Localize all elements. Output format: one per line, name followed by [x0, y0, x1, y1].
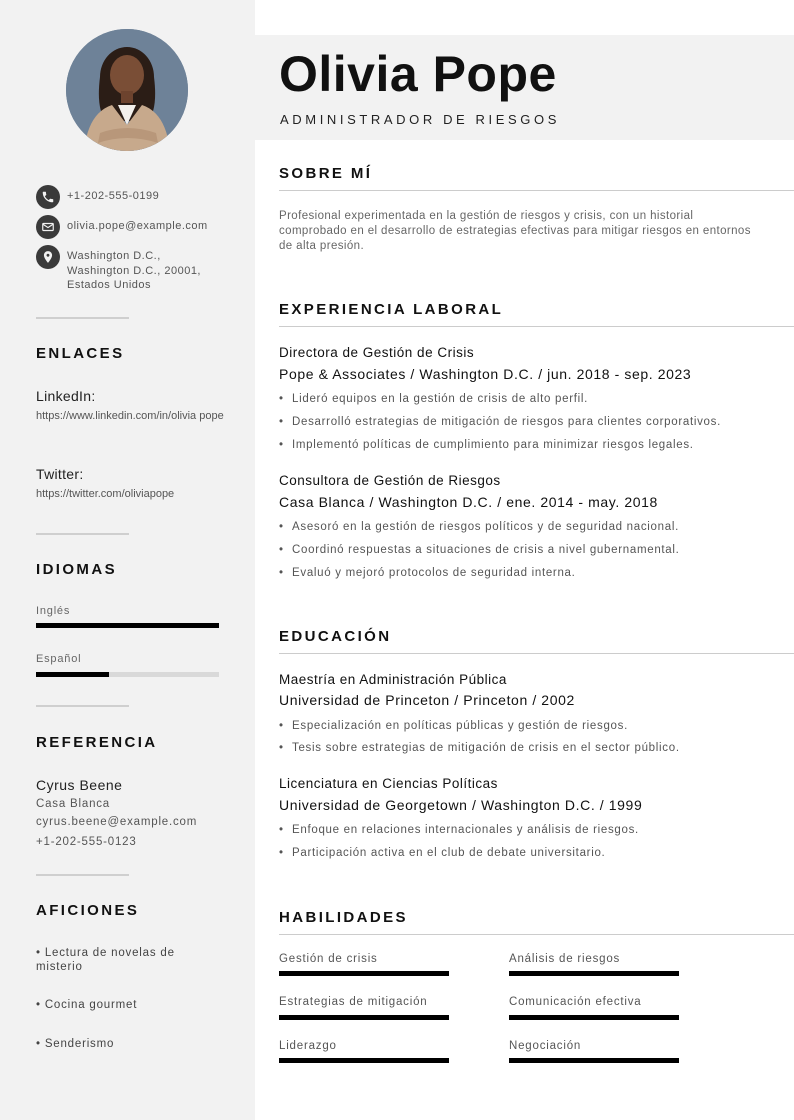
sidebar-divider	[36, 705, 129, 707]
sidebar	[0, 0, 255, 1120]
hobby-item: • Senderismo	[36, 1038, 115, 1050]
job-bullet: • Asesoró en la gestión de riesgos políticos y de seguridad nacional.	[279, 521, 679, 533]
job-bullet-text: Desarrolló estrategias de mitigación de riesgos para clientes corporativos.	[292, 416, 721, 428]
skill-level-bar	[279, 1058, 449, 1063]
job-bullet: • Lideró equipos en la gestión de crisis de alto perfil.	[279, 393, 589, 405]
section-rule	[279, 190, 794, 191]
education-bullet-text: Especialización en políticas públicas y gestión de riesgos.	[292, 720, 628, 732]
skill-name: Estrategias de mitigación	[279, 996, 428, 1008]
language-level-bar	[36, 623, 219, 628]
skill-level-bar	[509, 1058, 679, 1063]
education-title: Maestría en Administración Pública	[279, 672, 507, 687]
skill-name: Comunicación efectiva	[509, 996, 642, 1008]
about-heading: SOBRE MÍ	[279, 165, 373, 182]
contact-phone-text: +1-202-555-0199	[67, 190, 160, 202]
about-text: Profesional experimentada en la gestión de riesgos y crisis, con un historial comprobado en el desarrollo de estrategias efectivas para mitigar riesgos en entornos de alta presión.	[279, 210, 751, 252]
skill-name: Análisis de riesgos	[509, 953, 621, 965]
contact-email-text[interactable]: olivia.pope@example.com	[67, 220, 208, 232]
twitter-url[interactable]: https://twitter.com/oliviapope	[36, 488, 175, 500]
job-bullet-text: Implementó políticas de cumplimiento para minimizar riesgos legales.	[292, 439, 694, 451]
job-bullet: • Desarrolló estrategias de mitigación de riesgos para clientes corporativos.	[279, 416, 721, 428]
address-line-2: Washington D.C., 20001,	[67, 264, 201, 277]
education-bullet-text: Participación activa en el club de debate universitario.	[292, 847, 606, 859]
envelope-icon	[36, 215, 60, 239]
linkedin-url[interactable]: https://www.linkedin.com/in/olivia pope	[36, 410, 224, 422]
sidebar-divider	[36, 874, 129, 876]
job-title: Consultora de Gestión de Riesgos	[279, 473, 501, 488]
sidebar-divider	[36, 317, 129, 319]
skill-name: Liderazgo	[279, 1040, 337, 1052]
education-bullet-text: Tesis sobre estrategias de mitigación de crisis en el sector público.	[292, 742, 680, 754]
education-bullet: • Especialización en políticas públicas y gestión de riesgos.	[279, 720, 628, 732]
address-line-1: Washington D.C.,	[67, 250, 161, 262]
skill-level-bar	[279, 971, 449, 976]
skill-level-bar	[279, 1015, 449, 1020]
hobbies-heading: AFICIONES	[36, 902, 140, 919]
education-heading: EDUCACIÓN	[279, 628, 392, 645]
contact-address-text	[67, 245, 201, 293]
education-title: Licenciatura en Ciencias Políticas	[279, 776, 498, 791]
education-bullet-text: Enfoque en relaciones internacionales y análisis de riesgos.	[292, 824, 639, 836]
sidebar-divider	[36, 533, 129, 535]
phone-icon	[36, 185, 60, 209]
skill-level-bar	[509, 971, 679, 976]
reference-email[interactable]: cyrus.beene@example.com	[36, 816, 198, 828]
linkedin-label: LinkedIn:	[36, 388, 96, 404]
contact-address	[36, 245, 236, 293]
reference-name: Cyrus Beene	[36, 777, 123, 793]
education-subtitle: Universidad de Georgetown / Washington D.C. / 1999	[279, 797, 643, 813]
section-rule	[279, 653, 794, 654]
job-bullet: • Coordinó respuestas a situaciones de crisis a nivel gubernamental.	[279, 544, 680, 556]
links-heading: ENLACES	[36, 345, 125, 362]
skill-name: Negociación	[509, 1040, 582, 1052]
skills-heading: HABILIDADES	[279, 909, 408, 926]
twitter-label: Twitter:	[36, 466, 84, 482]
job-bullet-text: Lideró equipos en la gestión de crisis de alto perfil.	[292, 393, 589, 405]
education-bullet: • Tesis sobre estrategias de mitigación de crisis en el sector público.	[279, 742, 680, 754]
job-subtitle: Pope & Associates / Washington D.C. / jun. 2018 - sep. 2023	[279, 366, 692, 382]
language-name: Inglés	[36, 605, 71, 617]
location-pin-icon	[36, 245, 60, 269]
job-bullet: • Implementó políticas de cumplimiento para minimizar riesgos legales.	[279, 439, 694, 451]
section-rule	[279, 934, 794, 935]
address-line-3: Estados Unidos	[67, 279, 152, 291]
hobby-item: • Cocina gourmet	[36, 999, 138, 1011]
reference-heading: REFERENCIA	[36, 734, 158, 751]
reference-org: Casa Blanca	[36, 798, 111, 810]
language-level-fill	[36, 672, 109, 677]
job-subtitle: Casa Blanca / Washington D.C. / ene. 2014 - may. 2018	[279, 494, 658, 510]
hobby-item: • Lectura de novelas de misterio	[36, 947, 175, 973]
skill-level-bar	[509, 1015, 679, 1020]
job-bullet-text: Coordinó respuestas a situaciones de crisis a nivel gubernamental.	[292, 544, 680, 556]
profile-role: ADMINISTRADOR DE RIESGOS	[280, 112, 560, 127]
job-bullet-text: Asesoró en la gestión de riesgos políticos y de seguridad nacional.	[292, 521, 679, 533]
contact-phone	[36, 185, 236, 209]
job-bullet-text: Evaluó y mejoró protocolos de seguridad interna.	[292, 567, 576, 579]
contact-email	[36, 215, 236, 239]
languages-heading: IDIOMAS	[36, 561, 117, 578]
skill-name: Gestión de crisis	[279, 953, 378, 965]
language-level-fill	[36, 623, 219, 628]
reference-phone: +1-202-555-0123	[36, 836, 137, 848]
section-rule	[279, 326, 794, 327]
job-bullet: • Evaluó y mejoró protocolos de seguridad interna.	[279, 567, 576, 579]
avatar	[66, 29, 188, 151]
language-level-bar	[36, 672, 219, 677]
job-title: Directora de Gestión de Crisis	[279, 345, 475, 360]
education-bullet: • Enfoque en relaciones internacionales y análisis de riesgos.	[279, 824, 639, 836]
language-name: Español	[36, 653, 82, 665]
experience-heading: EXPERIENCIA LABORAL	[279, 301, 504, 318]
education-bullet: • Participación activa en el club de debate universitario.	[279, 847, 606, 859]
education-subtitle: Universidad de Princeton / Princeton / 2002	[279, 692, 575, 708]
profile-name: Olivia Pope	[279, 46, 557, 102]
